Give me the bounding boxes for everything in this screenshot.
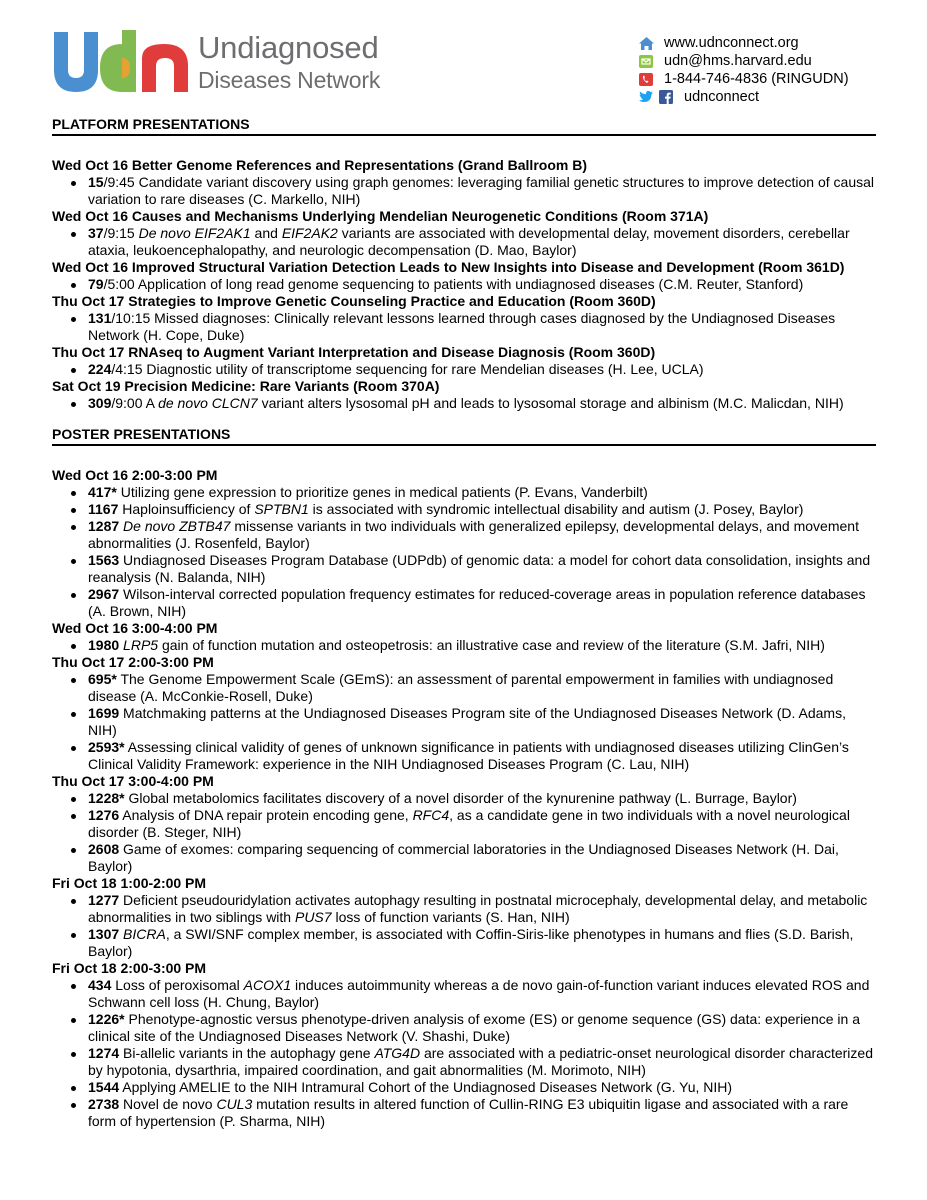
item-text: Wilson-interval corrected population frequency estimates for reduced-coverage areas in population reference databases (A. Brown, NIH): [88, 586, 866, 619]
presentation-item: [88, 671, 876, 705]
item-text: Applying AMELIE to the NIH Intramural Cohort of the Undiagnosed Diseases Network (G. Yu, NIH): [119, 1079, 733, 1095]
presentation-item: [88, 174, 876, 208]
item-text: Phenotype-agnostic versus phenotype-driven analysis of exome (ES) or genome sequence (GS) data: experience in a clinical site of the Undiagnosed Diseases Network (V. Shashi, Duke): [88, 1011, 861, 1044]
gene-name: RFC4: [412, 807, 450, 823]
session-item-list: [52, 276, 876, 293]
item-text: are associated with a pediatric-onset neurological disorder characterized by hypotonia, dysarthria, impaired coordination, and gait abnormalities (M. Morimoto, NIH): [88, 1045, 873, 1078]
item-text: Deficient pseudouridylation activates autophagy resulting in postnatal microcephaly, developmental delay, and metabolic abnormalities in two siblings with: [88, 892, 868, 925]
item-text: variants are associated with developmental delay, movement disorders, cerebellar ataxia, leukoencephalopathy, and neurologic decompensation (D. Mao, Baylor): [88, 225, 850, 258]
presentation-item: [88, 841, 876, 875]
home-icon: [638, 36, 654, 50]
item-text: Game of exomes: comparing sequencing of commercial laboratories in the Undiagnosed Diseases Network (H. Dai, Baylor): [88, 841, 839, 874]
twitter-icon: [638, 90, 654, 104]
gene-name: LRP5: [123, 637, 159, 653]
abstract-number: 1307: [88, 926, 120, 942]
presentation-item: [88, 892, 876, 926]
item-text: /10:15 Missed diagnoses: Clinically relevant lessons learned through cases diagnosed by the Undiagnosed Diseases Network (H. Cope, Duke): [88, 310, 836, 343]
presentation-item: [88, 1045, 876, 1079]
contact-email[interactable]: [638, 52, 849, 70]
abstract-number: 2967: [88, 586, 120, 602]
udn-logo: [52, 28, 412, 94]
session-title: Wed Oct 16 Causes and Mechanisms Underlying Mendelian Neurogenetic Conditions (Room 371A): [52, 208, 709, 224]
presentation-item: [88, 484, 876, 501]
presentation-item: [88, 705, 876, 739]
item-text: Assessing clinical validity of genes of unknown significance in patients with undiagnosed diseases utilizing ClinGen’s Clinical Validity Framework: experience in the NIH Undiagnosed Diseases Program (C. Lau, NIH): [88, 739, 849, 772]
session-item-list: [52, 671, 876, 773]
gene-name: EIF2AK2: [281, 225, 338, 241]
item-text: The Genome Empowerment Scale (GEmS): an assessment of parental empowerment in families with undiagnosed disease (A. McConkie-Rosell, Duke): [88, 671, 834, 704]
item-text: /9:00 A: [111, 395, 159, 411]
abstract-number: 2608: [88, 841, 120, 857]
presentation-item: [88, 361, 876, 378]
item-text: missense variants in two individuals with generalized epilepsy, developmental delays, and movement abnormalities (J. Rosenfeld, Baylor): [88, 518, 859, 551]
presentation-item: [88, 552, 876, 586]
contact-block: [638, 34, 849, 106]
item-text: Global metabolomics facilitates discovery of a novel disorder of the kynurenine pathway (L. Burrage, Baylor): [124, 790, 797, 806]
contact-website[interactable]: [638, 34, 849, 52]
abstract-number: 1276: [88, 807, 120, 823]
abstract-number: 224: [88, 361, 112, 377]
abstract-number: 15: [88, 174, 104, 190]
gene-name: De novo ZBTB47: [123, 518, 231, 534]
item-text: Analysis of DNA repair protein encoding gene,: [119, 807, 413, 823]
session-item-list: [52, 790, 876, 875]
session-title: Thu Oct 17 RNAseq to Augment Variant Interpretation and Disease Diagnosis (Room 360D): [52, 344, 656, 360]
gene-name: ACOX1: [243, 977, 292, 993]
item-text: Matchmaking patterns at the Undiagnosed Diseases Program site of the Undiagnosed Diseases Network (D. Adams, NIH): [88, 705, 846, 738]
session-item-list: [52, 977, 876, 1130]
gene-name: BICRA: [123, 926, 166, 942]
gene-name: de novo CLCN7: [158, 395, 258, 411]
item-text: /5:00 Application of long read genome sequencing to patients with undiagnosed diseases (C.M. Reuter, Stanford): [103, 276, 804, 292]
presentation-item: [88, 790, 876, 807]
session-title: Fri Oct 18 2:00-3:00 PM: [52, 960, 207, 976]
item-text: Undiagnosed Diseases Program Database (UDPdb) of genomic data: a model for cohort data consolidation, insights and reanalysis (N. Balanda, NIH): [88, 552, 871, 585]
presentation-item: [88, 977, 876, 1011]
phone-text[interactable]: 1-844-746-4836 (RINGUDN): [664, 71, 849, 87]
item-text: variant alters lysosomal pH and leads to lysosomal storage and albinism (M.C. Malicdan, NIH): [257, 395, 844, 411]
abstract-number: 1226*: [88, 1011, 125, 1027]
item-text: and: [250, 225, 282, 241]
presentation-item: [88, 637, 876, 654]
abstract-number: 1980: [88, 637, 120, 653]
abstract-number: 1699: [88, 705, 120, 721]
abstract-number: 1228*: [88, 790, 125, 806]
abstract-number: 79: [88, 276, 104, 292]
poster-section-title: POSTER PRESENTATIONS: [52, 426, 876, 446]
email-text[interactable]: udn@hms.harvard.edu: [664, 53, 812, 69]
presentation-item: [88, 926, 876, 960]
presentation-item: [88, 395, 876, 412]
session-title: Wed Oct 16 Improved Structural Variation Detection Leads to New Insights into Disease and Development (Room 361D): [52, 259, 845, 275]
presentation-item: [88, 225, 876, 259]
item-text: Novel de novo: [119, 1096, 217, 1112]
facebook-icon: [658, 90, 674, 104]
abstract-number: 417*: [88, 484, 117, 500]
abstract-number: 2593*: [88, 739, 125, 755]
session-item-list: [52, 892, 876, 960]
contact-phone[interactable]: [638, 70, 849, 88]
session-title: Thu Oct 17 2:00-3:00 PM: [52, 654, 214, 670]
session-title: Wed Oct 16 2:00-3:00 PM: [52, 467, 218, 483]
presentation-item: [88, 1096, 876, 1130]
platform-sessions: [52, 157, 876, 412]
session-item-list: [52, 225, 876, 259]
item-text: Utilizing gene expression to prioritize genes in medical patients (P. Evans, Vanderbilt): [116, 484, 648, 500]
session-title: Wed Oct 16 Better Genome References and Representations (Grand Ballroom B): [52, 157, 587, 173]
session-title: Sat Oct 19 Precision Medicine: Rare Variants (Room 370A): [52, 378, 440, 394]
phone-icon: [638, 72, 654, 86]
item-text: /9:15: [103, 225, 139, 241]
abstract-number: 1277: [88, 892, 120, 908]
session-item-list: [52, 637, 876, 654]
session-item-list: [52, 174, 876, 208]
gene-name: ATG4D: [374, 1045, 421, 1061]
presentation-item: [88, 586, 876, 620]
item-text: is associated with syndromic intellectual disability and autism (J. Posey, Baylor): [308, 501, 804, 517]
logo-line2: Diseases Network: [198, 67, 381, 93]
presentation-item: [88, 310, 876, 344]
presentation-item: [88, 739, 876, 773]
abstract-number: 1274: [88, 1045, 120, 1061]
session-title: Wed Oct 16 3:00-4:00 PM: [52, 620, 218, 636]
presentation-item: [88, 276, 876, 293]
logo-line1: Undiagnosed: [198, 30, 379, 65]
poster-sessions: [52, 467, 876, 1130]
presentation-item: [88, 1079, 876, 1096]
item-text: , a SWI/SNF complex member, is associated with Coffin-Siris-like phenotypes in humans and flies (S.D. Barish, Baylor): [88, 926, 854, 959]
abstract-number: 1287: [88, 518, 120, 534]
udn-logo-letters: [52, 28, 194, 94]
abstract-number: 1167: [88, 501, 119, 517]
gene-name: SPTBN1: [254, 501, 309, 517]
abstract-number: 131: [88, 310, 112, 326]
session-item-list: [52, 484, 876, 620]
social-text[interactable]: udnconnect: [684, 89, 759, 105]
presentation-item: [88, 501, 876, 518]
email-icon: [638, 54, 654, 68]
presentation-item: [88, 1011, 876, 1045]
presentation-item: [88, 518, 876, 552]
item-text: loss of function variants (S. Han, NIH): [331, 909, 570, 925]
item-text: induces autoimmunity whereas a de novo gain-of-function variant induces elevated ROS and Schwann cell loss (H. Chung, Baylor): [88, 977, 870, 1010]
item-text: gain of function mutation and osteopetrosis: an illustrative case and review of the literature (S.M. Jafri, NIH): [158, 637, 825, 653]
item-text: Loss of peroxisomal: [111, 977, 244, 993]
abstract-number: 434: [88, 977, 112, 993]
website-text[interactable]: www.udnconnect.org: [664, 35, 799, 51]
gene-name: PUS7: [294, 909, 332, 925]
session-item-list: [52, 361, 876, 378]
contact-social[interactable]: [638, 88, 849, 106]
item-text: mutation results in altered function of Cullin-RING E3 ubiquitin ligase and associated with a rare form of hypertension (P. Sharma, NIH): [88, 1096, 849, 1129]
abstract-number: 37: [88, 225, 104, 241]
presentation-item: [88, 807, 876, 841]
session-item-list: [52, 395, 876, 412]
abstract-number: 695*: [88, 671, 117, 687]
item-text: /4:15 Diagnostic utility of transcriptome sequencing for rare Mendelian diseases (H. Lee, UCLA): [111, 361, 704, 377]
gene-name: CUL3: [216, 1096, 253, 1112]
session-title: Fri Oct 18 1:00-2:00 PM: [52, 875, 207, 891]
item-text: /9:45 Candidate variant discovery using graph genomes: leveraging familial genetic structures to improve detection of causal variation to rare diseases (C. Markello, NIH): [88, 174, 875, 207]
item-text: Bi-allelic variants in the autophagy gene: [119, 1045, 375, 1061]
abstract-number: 1563: [88, 552, 120, 568]
platform-section-title: PLATFORM PRESENTATIONS: [52, 116, 876, 136]
session-title: Thu Oct 17 3:00-4:00 PM: [52, 773, 214, 789]
abstract-number: 309: [88, 395, 112, 411]
item-text: Haploinsufficiency of: [118, 501, 255, 517]
logo-wordmark: [198, 32, 380, 92]
item-text: , as a candidate gene in two individuals with a novel neurological disorder (B. Steger, NIH): [88, 807, 850, 840]
gene-name: De novo EIF2AK1: [138, 225, 251, 241]
session-title: Thu Oct 17 Strategies to Improve Genetic Counseling Practice and Education (Room 360D): [52, 293, 656, 309]
document-body: [52, 116, 876, 1130]
abstract-number: 2738: [88, 1096, 120, 1112]
abstract-number: 1544: [88, 1079, 120, 1095]
session-item-list: [52, 310, 876, 344]
